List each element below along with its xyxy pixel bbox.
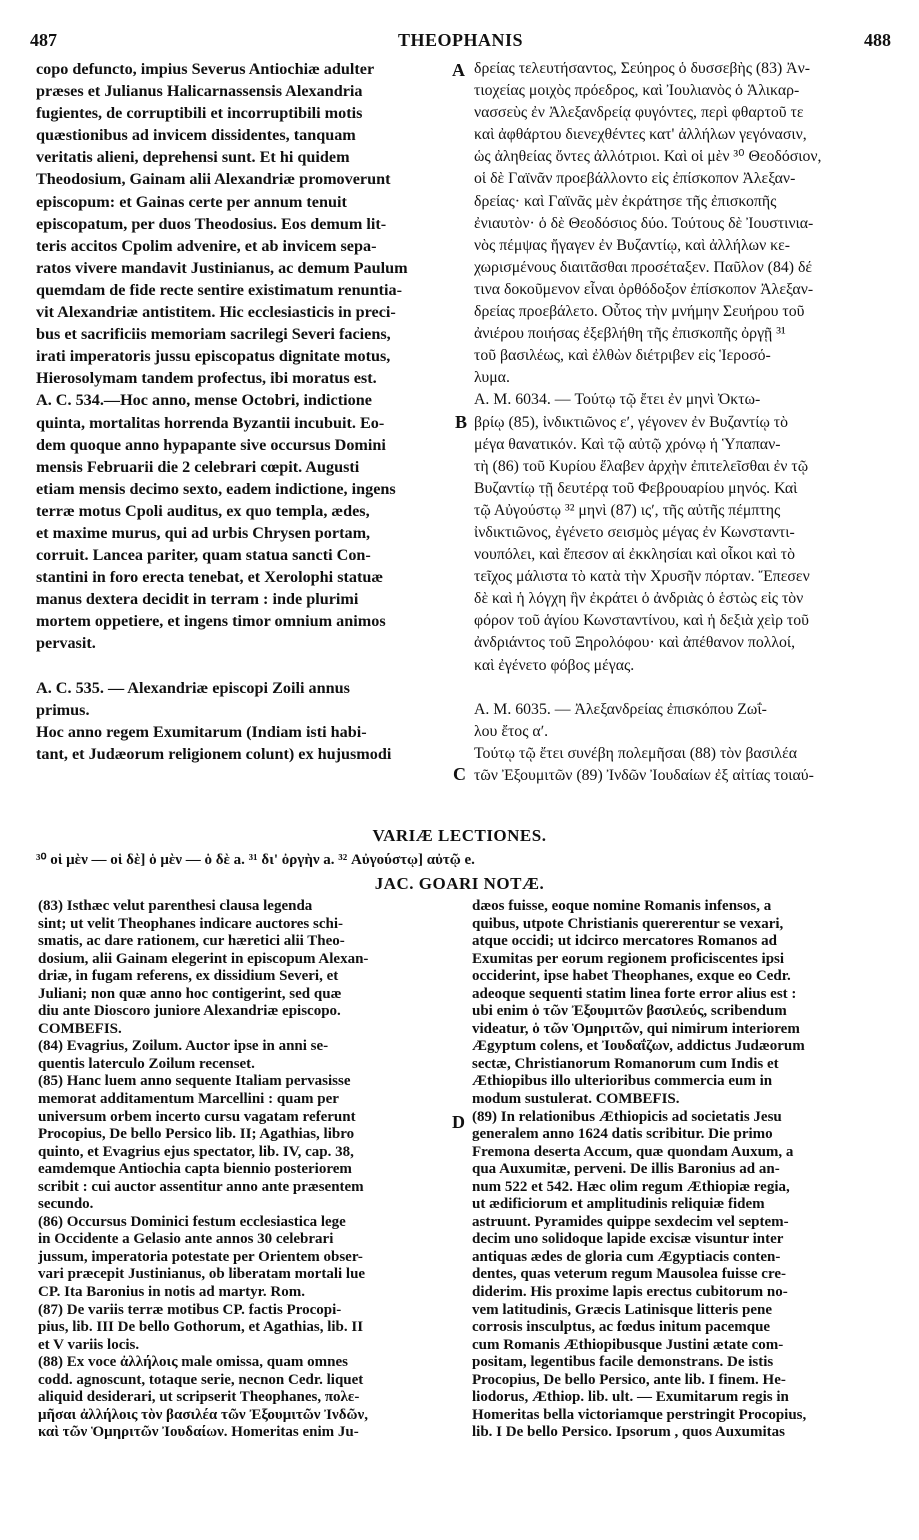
note-line: CP. Ita Baronius in notis ad martyr. Rom. <box>38 1284 305 1301</box>
note-line: (88) Ex voce ἀλλήλοις male omissa, quam omnes <box>38 1354 348 1371</box>
note-line: cum Romanis Æthiopibusque Justini ætate com- <box>472 1336 784 1353</box>
latin-text-line: A. C. 535. — Alexandriæ episcopi Zoili annus <box>36 678 350 697</box>
note-line: Fremona deserta Accum, quæ quondam Auxum, a <box>472 1143 794 1160</box>
note-line: scribit : cui auctor assentitur anno ante præsentem <box>38 1178 364 1195</box>
margin-marker-c: C <box>453 764 466 784</box>
latin-text-line: fugientes, de corruptibili et incorruptibili motis <box>36 104 363 123</box>
note-line: (84) Evagrius, Zoilum. Auctor ipse in anni se- <box>38 1038 329 1055</box>
latin-text-line: ratos vivere mandavit Justinianus, ac demum Paulum <box>36 258 408 277</box>
page-number-right: 488 <box>864 30 891 50</box>
note-line: decim uno solidoque lapide excisæ visuntur inter <box>472 1231 784 1248</box>
note-line: diderim. His proxime lapis erectus cubitorum no- <box>472 1284 788 1301</box>
note-line: vem latitudinis, Græcis Latinisque litteris pene <box>472 1301 772 1318</box>
greek-text-line: τεῖχος μάλιστα τὸ κατὰ τὴν Χρυσῆν πόρταν. Ἔπεσεν <box>474 568 810 586</box>
note-line: memorat additamentum Marcellini : quam per <box>38 1091 339 1108</box>
note-line: quentis laterculo Zoilum recenset. <box>38 1055 255 1072</box>
note-line: antiquas ædes de gloria cum Ægyptiacis conten- <box>472 1248 781 1265</box>
note-line: aliquid desiderari, ut scripserit Theophanes, πολε- <box>38 1389 360 1406</box>
greek-text-line: ἰνδικτιῶνος, ἐγένετο σεισμὸς μέγας ἐν Κωνσταντι- <box>474 523 795 541</box>
note-line: num 522 et 542. Hæc olim regum Æthiopiæ regia, <box>472 1178 790 1195</box>
greek-text-line: καὶ ἐγένετο φόβος μέγας. <box>474 656 635 674</box>
running-title: THEOPHANIS <box>397 30 524 50</box>
latin-text-line: copo defuncto, impius Severus Antiochiæ adulter <box>36 60 375 78</box>
greek-text-line: ὡς ἀληθείας ὄντες ἀλλότριοι. Καὶ οἱ μὲν ³⁰ Θεοδόσιον, <box>474 148 822 166</box>
latin-text-line: mensis Februarii die 2 celebrari cœpit. Augusti <box>36 457 360 476</box>
note-line: occiderint, ipse habet Theophanes, exque eo Cedr. <box>472 968 791 985</box>
note-line: driæ, in fugam referens, ex dissidium Severi, et <box>38 968 339 985</box>
notes-right-column <box>472 898 884 1442</box>
note-line: (85) Hanc luem anno sequente Italiam pervasisse <box>38 1073 351 1090</box>
note-line: Exumitas per eorum regionem proficiscentes ipsi <box>472 950 785 967</box>
greek-text-column <box>474 58 884 787</box>
latin-text-line: primus. <box>36 700 90 719</box>
latin-text-line: præses et Julianus Halicarnassensis Alexandria <box>36 82 363 101</box>
greek-text-line: μέγα θανατικόν. Καὶ τῷ αὐτῷ χρόνῳ ἡ Ὑπαπαν- <box>474 435 781 453</box>
latin-text-line: vit Alexandriæ antistitem. Hic ecclesiasticis in preci- <box>36 303 396 322</box>
note-line: astruunt. Pyramides quippe sexdecim vel septem- <box>472 1213 789 1230</box>
note-line: lib. I De bello Persico. Ipsorum , quos Auxumitas <box>472 1424 785 1441</box>
note-line: dentes, quas veterum regum Mausolea fuisse cre- <box>472 1266 786 1283</box>
greek-text-line: Τούτῳ τῷ ἔτει συνέβη πολεμῆσαι (88) τὸν βασιλέα <box>474 744 797 762</box>
running-header <box>30 30 891 58</box>
greek-text-line: νασσεὺς ἐν Ἀλεξανδρείᾳ φυγόντες, περὶ φθαρτοῦ τε <box>474 104 804 122</box>
note-line: dosium, alii Gainam elegerint in episcopum Alexan- <box>38 950 369 967</box>
note-line: ut ædificiorum et amplitudinis reliquiæ fidem <box>472 1196 765 1213</box>
note-line: codd. agnoscunt, totaque serie, necnon Cedr. liquet <box>38 1371 364 1388</box>
notes-left-column <box>38 898 450 1442</box>
greek-text-line: δρείας· καὶ Γαϊνᾶς μὲν ἐκράτησε τῆς ἐπισκοπῆς <box>474 192 777 210</box>
greek-text-line: χωρισμένους διαιτᾶσθαι προσέταξεν. Παῦλον (84) δέ <box>474 258 813 276</box>
latin-text-line: teris accitos Cpolim advenire, et ab invicem sepa- <box>36 236 377 255</box>
variae-lectiones-title: VARIÆ LECTIONES. <box>372 826 547 845</box>
latin-text-line: quinta, mortalitas horrenda Byzantii incubuit. Eo- <box>36 413 385 432</box>
note-line: atque occidi; ut idcirco mercatores Romanos ad <box>472 933 777 950</box>
greek-text-line: τῷ Αὐγούστῳ ³² μηνὶ (87) ιςʹ, τῆς αὐτῆς πέμπτης <box>474 501 781 519</box>
latin-text-line: pervasit. <box>36 634 96 653</box>
note-line: qua Auxumitæ, perveni. De illis Baronius ad an- <box>472 1161 780 1178</box>
latin-text-line: episcopum: et Gainas certe per annum tenuit <box>36 192 347 211</box>
note-line: generalem anno 1624 datis scribitur. Die primo <box>472 1126 773 1143</box>
note-line: ubi enim ὁ τῶν Ἐξουμιτῶν βασιλεύς, scribendum <box>472 1003 787 1020</box>
margin-marker-d: D <box>452 1112 465 1132</box>
greek-text-line: ἐνιαυτὸν· ὁ δὲ Θεοδόσιος δύο. Τούτους δὲ Ἰουστινια- <box>474 214 814 232</box>
greek-text-line: τῶν Ἐξουμιτῶν (89) Ἰνδῶν Ἰουδαίων ἐξ αἰτίας τοιαύ- <box>474 767 814 784</box>
greek-text-line: τὴ (86) τοῦ Κυρίου ἔλαβεν ἀρχὴν ἐπιτελεῖσθαι ἐν τῷ <box>474 457 809 475</box>
note-line: et V variis locis. <box>38 1336 140 1353</box>
greek-text-line: ἀνιέρου ποιήσας ἐξεβλήθη τῆς ἐπισκοπῆς ὀργῇ ³¹ <box>474 325 786 343</box>
greek-text-line: τοῦ βασιλέως, καὶ ἐλθὼν διέτριβεν εἰς Ἱεροσό- <box>474 347 771 365</box>
note-line: in Occidente a Gelasio ante annos 30 celebrari <box>38 1231 334 1248</box>
latin-text-line: stantini in foro erecta tenebat, et Xerolophi statuæ <box>36 568 384 587</box>
greek-text-line: λυμα. <box>474 369 510 387</box>
latin-text-line: mortem oppetiere, et ingens timor omnium animos <box>36 612 386 631</box>
greek-text-line: οἱ δὲ Γαϊνᾶν προεβάλλοντο εἰς ἐπίσκοπον Ἀλεξαν- <box>474 170 796 188</box>
greek-text-line: ἀνδριάντος τοῦ Ξηρολόφου· καὶ ἀπέθανον πολλοί, <box>474 634 796 652</box>
greek-text-line: δρείας τελευτήσαντος, Σεύηρος ὁ δυσσεβὴς (83) Ἀν- <box>474 60 810 77</box>
latin-text-line: veritatis alieni, deprehensi sunt. Et hi quidem <box>36 148 350 167</box>
latin-text-line: tant, et Judæorum religionem colunt) ex hujusmodi <box>36 744 392 763</box>
note-line: positam, legentibus facile demonstrans. De istis <box>472 1354 774 1371</box>
notes-title: JAC. GOARI NOTÆ. <box>374 874 545 893</box>
note-line: (86) Occursus Dominici festum ecclesiastica lege <box>38 1213 346 1230</box>
greek-text-line <box>474 677 884 699</box>
note-line: universum orbem incerto cursu vagatam referunt <box>38 1108 356 1125</box>
greek-text-line: λου ἔτος αʹ. <box>474 722 549 740</box>
note-line: sint; ut velit Theophanes indicare auctores schi- <box>38 915 344 932</box>
greek-text-line: τιοχείας μοιχὸς πρόεδρος, καὶ Ἰουλιανὸς ὁ Ἁλικαρ- <box>474 82 800 100</box>
latin-text-line: corruit. Lancea pariter, quam statua sancti Con- <box>36 546 371 565</box>
latin-text-line: terræ motus Cpoli auditus, ex quo templa, ædes, <box>36 501 370 520</box>
note-line: Procopius, De bello Persico, ante lib. I finem. He- <box>472 1371 786 1388</box>
note-line: secundo. <box>38 1196 94 1213</box>
note-line: (89) In relationibus Æthiopicis ad societatis Jesu <box>472 1108 782 1125</box>
note-line: jussum, imperatoria potestate per Orientem obser- <box>38 1248 363 1265</box>
note-line: Homeritas bella victoriamque perstringit Procopius, <box>472 1406 807 1423</box>
greek-text-line: δρείας προεβάλετο. Οὗτος τὴν μνήμην Σευήρου τοῦ <box>474 303 805 321</box>
note-line: liodorus, Æthiop. lib. ult. — Exumitarum regis in <box>472 1389 789 1406</box>
note-line: (87) De variis terræ motibus CP. factis Procopi- <box>38 1301 342 1318</box>
latin-text-line: dem quoque anno hypapante sive occursus Domini <box>36 435 386 454</box>
latin-text-line <box>36 655 444 677</box>
note-line: eamdemque Antiochia capta biennio posteriorem <box>38 1161 352 1178</box>
latin-text-line: quemdam de fide recte sentire existimatum renuntia- <box>36 280 402 299</box>
latin-text-line: bus et sacrificiis memoriam sacrilegi Severi faciens, <box>36 325 391 344</box>
note-line: quinto, et Evagrius ejus spectator, lib. IV, cap. 38, <box>38 1143 354 1160</box>
note-line: diu ante Dioscoro juniore Alexandriæ episcopo. <box>38 1003 341 1020</box>
latin-text-line: Hierosolymam tandem profectus, ibi moratus est. <box>36 369 377 388</box>
margin-marker-b: B <box>455 412 468 432</box>
note-line: μῆσαι ἀλλήλοις τὸν βασιλέα τῶν Ἐξουμιτῶν Ἰνδῶν, <box>38 1406 368 1423</box>
greek-text-line: νὸς πέμψας ἤγαγεν ἐν Βυζαντίῳ, καὶ ἀλλήλων κε- <box>474 236 791 254</box>
latin-text-line: episcopatum, per duos Theodosius. Eos demum lit- <box>36 214 387 233</box>
greek-text-line: Βυζαντίῳ τῇ δευτέρᾳ τοῦ Φεβρουαρίου μηνός. Καὶ <box>474 479 798 497</box>
greek-text-line: δὲ καὶ ἡ λόγχη ἣν ἐκράτει ὁ ἀνδριὰς ὁ ἑστὼς εἰς τὸν <box>474 590 804 608</box>
latin-text-line: manus dextera decidit in terram : inde plurimi <box>36 590 359 609</box>
note-line: vari præcepit Justinianus, ob liberatam mortali lue <box>38 1266 366 1283</box>
greek-text-line: φόρον τοῦ ἁγίου Κωνσταντίνου, καὶ ἡ δεξιὰ χεὶρ τοῦ <box>474 612 809 630</box>
latin-text-line: Theodosium, Gainam alii Alexandriæ promoverunt <box>36 170 391 189</box>
margin-marker-a: A <box>452 60 465 80</box>
greek-text-line: τινα δοκοῦμενον εἶναι ὀρθόδοξον ἐπίσκοπον Ἀλεξαν- <box>474 280 814 298</box>
note-line: quibus, utpote Christianis quererentur se vexari, <box>472 915 784 932</box>
greek-text-line: νουπόλει, καὶ ἔπεσον αἱ ἐκκλησίαι καὶ οἶκοι καὶ τὸ <box>474 546 795 564</box>
note-line: adeoque sequenti statim linea forte error alius est : <box>472 985 797 1002</box>
greek-text-line: A. M. 6034. — Τούτῳ τῷ ἔτει ἐν μηνὶ Ὀκτω- <box>474 391 761 409</box>
note-line: (83) Isthæc velut parenthesi clausa legenda <box>38 898 313 914</box>
note-line: COMBEFIS. <box>38 1020 122 1037</box>
greek-text-line: καὶ ἀφθάρτου διενεχθέντες κατ' ἀλλήλων γεγόνασιν, <box>474 126 807 144</box>
note-line: pius, lib. III De bello Gothorum, et Agathias, lib. II <box>38 1319 364 1336</box>
latin-text-line: quæstionibus ad invicem dissidentes, tanquam <box>36 126 356 145</box>
note-line: corrosis insculptus, ac fœdus initum pacemque <box>472 1319 771 1336</box>
note-line: modum sustulerat. COMBEFIS. <box>472 1091 680 1108</box>
page-number-left: 487 <box>30 30 57 50</box>
latin-text-line: irati imperatoris jussu episcopatus dignitate motus, <box>36 347 391 366</box>
note-line: Æthiopibus illo ulterioribus commercia eum in <box>472 1073 773 1090</box>
latin-text-line: etiam mensis decimo sexto, eadem indictione, ingens <box>36 479 396 498</box>
note-line: videatur, ὁ τῶν Ὁμηριτῶν, qui nimirum interiorem <box>472 1020 800 1037</box>
greek-text-line: A. M. 6035. — Ἀλεξανδρείας ἐπισκόπου Ζωΐ- <box>474 700 767 718</box>
latin-text-line: Hoc anno regem Exumitarum (Indiam isti habi- <box>36 722 367 741</box>
note-line: Ægyptum colens, et Ἰουδαΐζων, addictus Judæorum <box>472 1038 805 1055</box>
latin-text-line: A. C. 534.—Hoc anno, mense Octobri, indictione <box>36 391 372 410</box>
note-line: sectæ, Christianorum Romanorum cum Indis et <box>472 1055 779 1072</box>
note-line: smatis, ac dare rationem, cur hæretici alii Theo- <box>38 933 345 950</box>
note-line: Juliani; non quæ anno hoc contigerint, sed quæ <box>38 985 342 1002</box>
latin-text-column <box>36 58 444 765</box>
note-line: dæos fuisse, eoque nomine Romanis infensos, a <box>472 898 772 914</box>
variae-lectiones-line: ³⁰ οἱ μὲν — οἱ δὲ] ὁ μὲν — ὁ δὲ a. ³¹ δι' ὀργὴν a. ³² Αὐγούστῳ] αὐτῷ e. <box>36 852 475 868</box>
greek-text-line: βρίῳ (85), ἰνδικτιῶνος εʹ, γέγονεν ἐν Βυζαντίῳ τὸ <box>474 413 789 431</box>
note-line: Procopius, De bello Persico lib. II; Agathias, libro <box>38 1126 355 1143</box>
note-line: καὶ τῶν Ὁμηριτῶν Ἰουδαίων. Homeritas enim Ju- <box>38 1424 359 1441</box>
latin-text-line: et maxime murus, qui ad urbis Chrysen portam, <box>36 523 371 542</box>
